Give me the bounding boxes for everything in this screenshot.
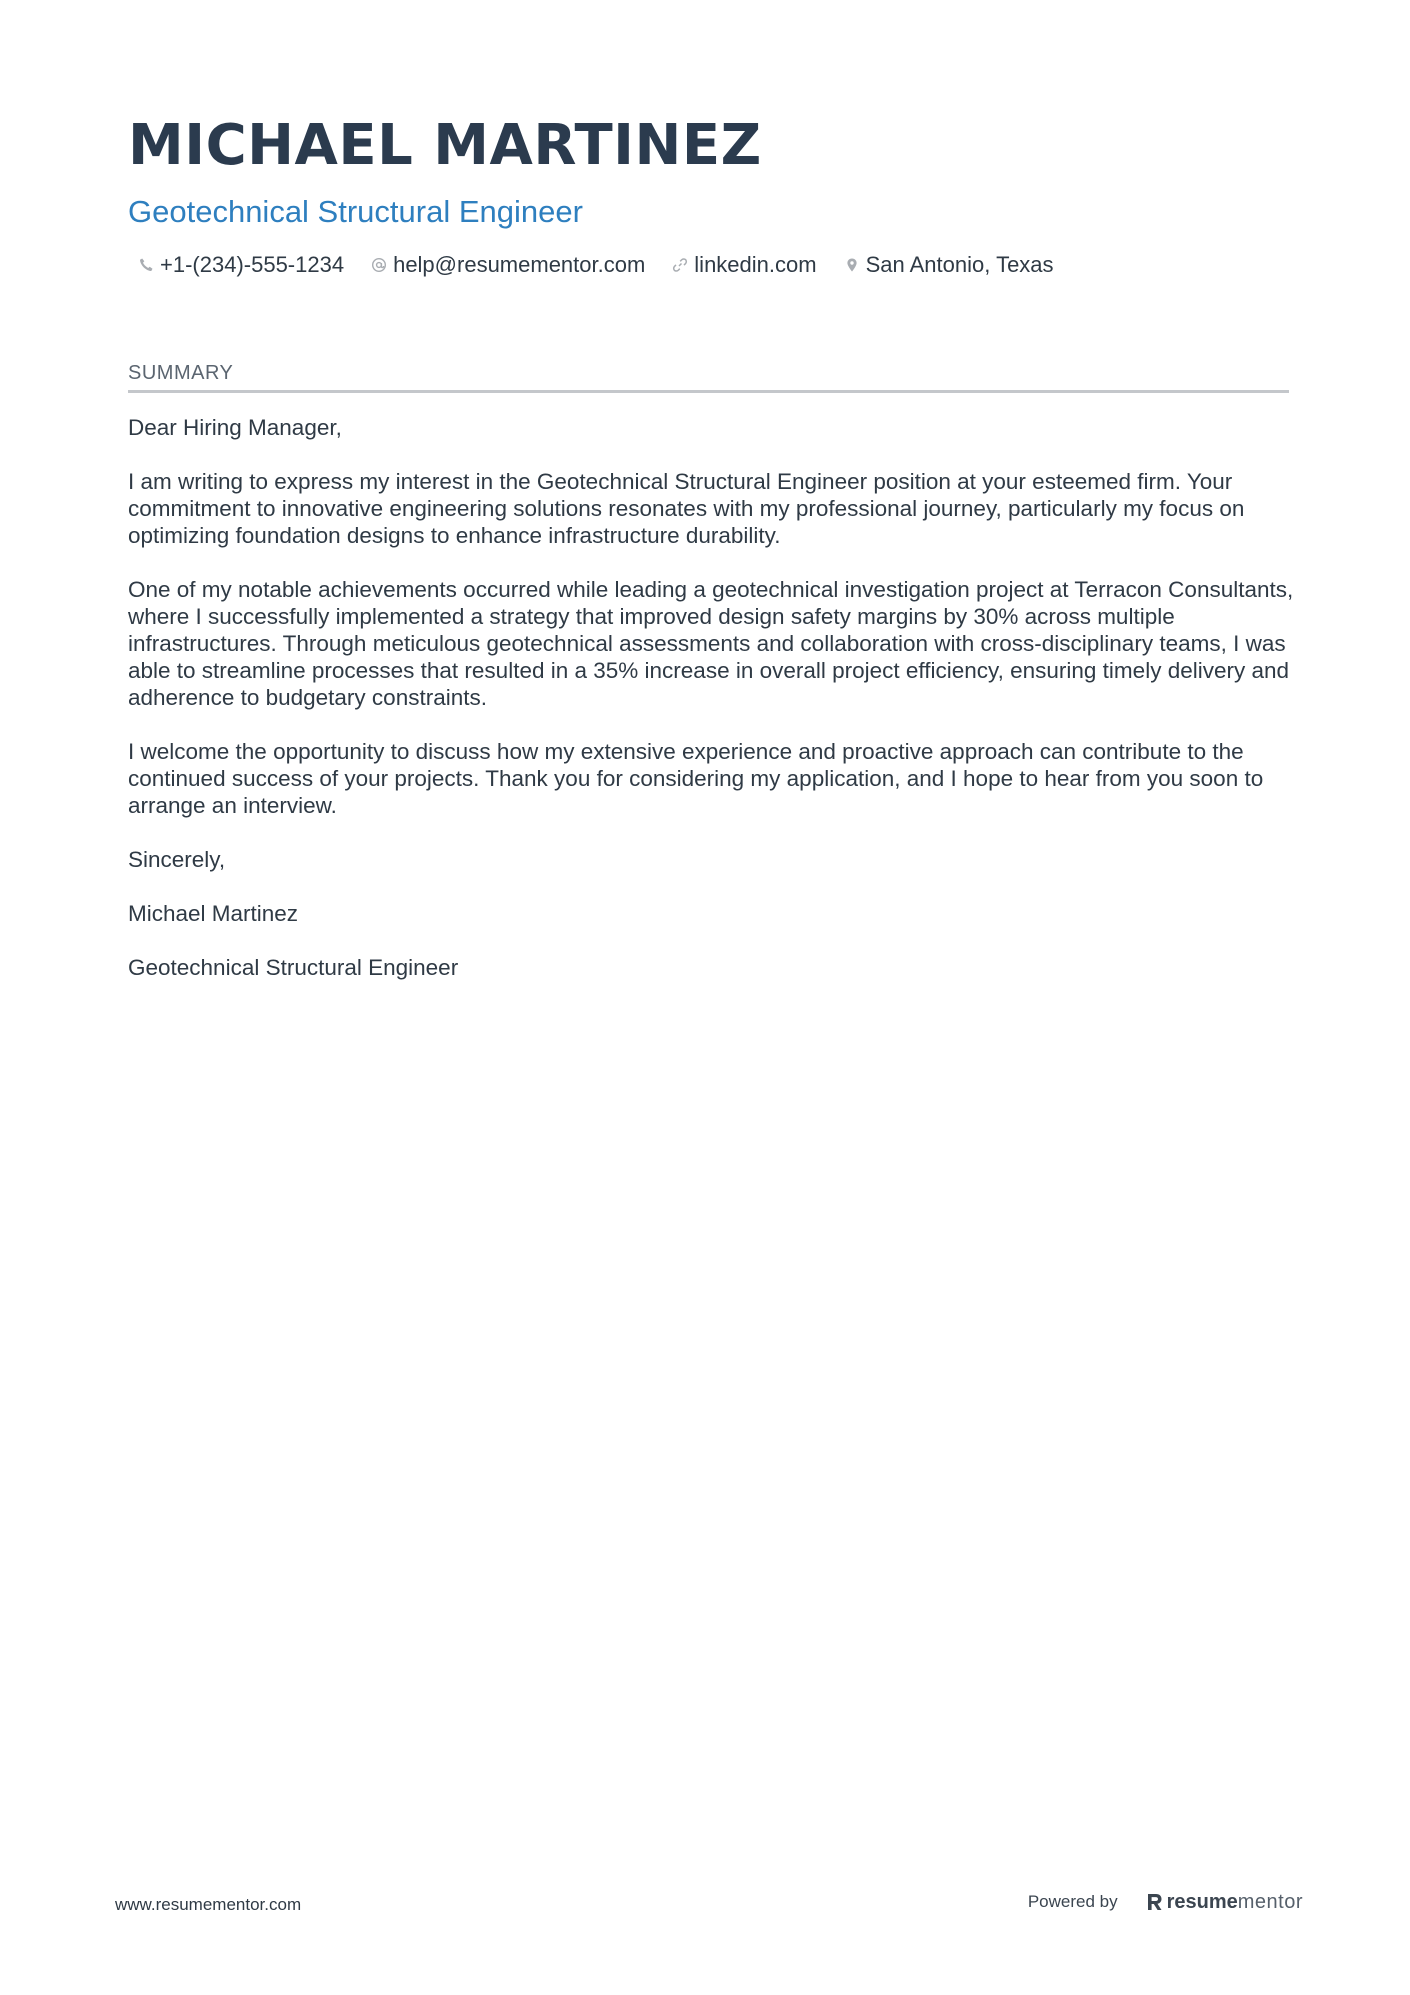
contact-row xyxy=(128,250,1288,280)
paragraph-closing: I welcome the opportunity to discuss how my extensive experience and proactive approach can contribute to the continued success of your projects. Thank you for considering my application, and I hope to hear from you soon to arrange an interview. xyxy=(128,739,1264,818)
closing-salutation: Sincerely, xyxy=(128,847,226,872)
contact-email[interactable] xyxy=(370,252,645,278)
brand-name-light: mentor xyxy=(1237,1890,1303,1913)
header xyxy=(128,108,1288,280)
section-title: SUMMARY xyxy=(128,362,234,384)
applicant-name: MICHAEL MARTINEZ xyxy=(128,113,762,178)
at-icon xyxy=(370,256,388,274)
contact-linkedin[interactable] xyxy=(671,252,816,278)
contact-phone xyxy=(137,252,344,278)
greeting: Dear Hiring Manager, xyxy=(128,415,342,440)
signature-name: Michael Martinez xyxy=(128,901,299,926)
resumementor-logo-icon xyxy=(1146,1892,1164,1912)
location-text: San Antonio, Texas xyxy=(865,252,1054,277)
link-icon xyxy=(671,256,689,274)
linkedin-text: linkedin.com xyxy=(694,252,817,277)
letter-body xyxy=(128,414,1298,1008)
footer-website[interactable]: www.resumementor.com xyxy=(115,1895,302,1914)
summary-section-header xyxy=(128,360,1289,393)
phone-icon xyxy=(137,256,155,274)
paragraph-achievement: One of my notable achievements occurred while leading a geotechnical investigation project at Terracon Consultants, where I successfully implemented a strategy that improved design safety margins by 30% across multiple infrastructures. Through meticulous geotechnical assessments and collaboration with cross-disciplinary teams, I was able to streamline processes that resulted in a 35% increase in overall project efficiency, ensuring timely delivery and adherence to budgetary constraints. xyxy=(128,577,1294,710)
location-pin-icon xyxy=(843,256,861,274)
powered-by-label: Powered by xyxy=(1027,1892,1118,1911)
phone-text: +1-(234)-555-1234 xyxy=(160,252,345,277)
brand-logo[interactable] xyxy=(1146,1891,1303,1914)
brand-name-bold: resume xyxy=(1166,1890,1238,1913)
job-title: Geotechnical Structural Engineer xyxy=(128,194,583,229)
footer-branding xyxy=(1028,1889,1303,1915)
paragraph-intro: I am writing to express my interest in the Geotechnical Structural Engineer position at your esteemed firm. Your commitment to innovative engineering solutions resonates with my professional journey, particularly my focus on optimizing foundation designs to enhance infrastructure durability. xyxy=(128,469,1245,548)
contact-location xyxy=(843,252,1054,278)
signature-title: Geotechnical Structural Engineer xyxy=(128,955,459,980)
email-text: help@resumementor.com xyxy=(393,252,646,277)
